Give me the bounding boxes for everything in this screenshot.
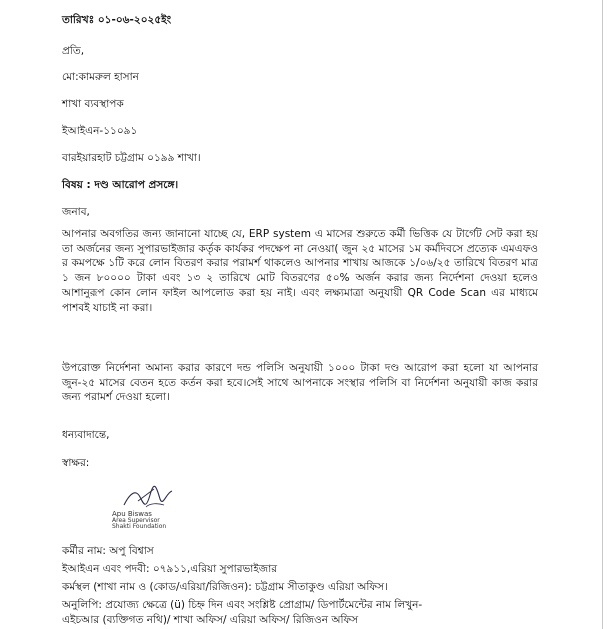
copy-line-2: এইচআর (ব্যক্তিগত নথি)/ শাখা অফিস/ এরিয়া অফিস/ রিজিওন অফিস <box>62 614 359 626</box>
signature-caption-title: Area Supervisor <box>112 517 160 524</box>
thanks-line: ধন্যবাদান্তে, <box>62 429 110 441</box>
workplace-line: কর্মস্থল (শাখা নাম ও (কোড/এরিয়া/রিজিওন): চট্টগ্রাম সীতাকুণ্ড এরিয়া অফিস। <box>62 581 388 593</box>
body-paragraph-2: উপরোক্ত নির্দেশনা অমান্য করার কারণে দন্ড পলিসি অনুযায়ী ১০০০ টাকা দণ্ড আরোপ করা হলো যা আপনার জুন-২৫ মাসের বেতন হতে কর্তন করা হবে।সেই সাথে আপনাকে সংস্থার পলিসি বা নির্দেশনা অনুযায়ী কাজ করার জন্য পরামর্শ দেওয়া হলো। <box>62 362 538 404</box>
signature-scribble-icon <box>120 483 180 511</box>
signature-image <box>112 483 182 533</box>
recipient-id: ইআইএন-১১০৯১ <box>62 125 138 137</box>
salutation: জনাব, <box>62 206 90 218</box>
recipient-name: মো:কামরুল হাসান <box>62 71 139 83</box>
signature-caption-name: Apu Biswas <box>112 510 152 518</box>
copy-line-1: অনুলিপি: প্রযোজ্য ক্ষেত্রে (ü) চিহ্ন দিন এবং সংশ্লিষ্ট প্রোগ্রাম/ ডিপার্টমেন্টের নাম লিখুন- <box>62 599 423 611</box>
signature-caption-org: Shakti Foundation <box>112 523 167 530</box>
signature-label: স্বাক্ষর: <box>62 457 90 469</box>
recipient-branch: বারইয়ারহাট চট্টগ্রাম ০১৯৯ শাখা। <box>62 152 201 164</box>
to-label: প্রতি, <box>62 45 85 57</box>
employee-ein: ইআইএন এবং পদবী: ০৭৯১১,এরিয়া সুপারভাইজার <box>62 563 278 575</box>
body-paragraph-1: আপনার অবগতির জন্য জানানো যাচ্ছে যে, ERP system এ মাসের শুরুতে কর্মী ভিত্তিক যে টার্গেট সেট করা হয় তা অর্জনের জন্য সুপারভাইজার কর্তৃক কার্যকর পদক্ষেপ না নেওয়া( জুন ২৫ মাসের ১ম কর্মদিবসে প্রত্যেক এমএফও র কমপক্ষে ১টি করে লোন বিতরণ করার পরামর্শ থাকলেও আপনার শাখায় আজকে ১/০৬/২৫ তারিখে বিতরণ মাত্র ১ জন ৮০০০০ টাকা এবং ১৩ ২ তারিখে মোট বিতরণের ৫০% অর্জন করার জন্য নির্দেশনা দেওয়া হলেও আশানুরূপ কোন লোন ফাইল আপলোড করা হয় নাই। এবং লক্ষ্যমাত্রা অনুযায়ী QR Code Scan এর মাধ্যমে পাশবই যাচাই না করা। <box>62 228 538 314</box>
date-line: তারিখঃ ০১-০৬-২০২৫ইং <box>62 14 172 26</box>
employee-name: কর্মীর নাম: অপু বিশ্বাস <box>62 545 154 557</box>
subject-line: বিষয় : দণ্ড আরোপ প্রসঙ্গে। <box>62 179 179 191</box>
recipient-title: শাখা ব্যবস্থাপক <box>62 98 124 110</box>
